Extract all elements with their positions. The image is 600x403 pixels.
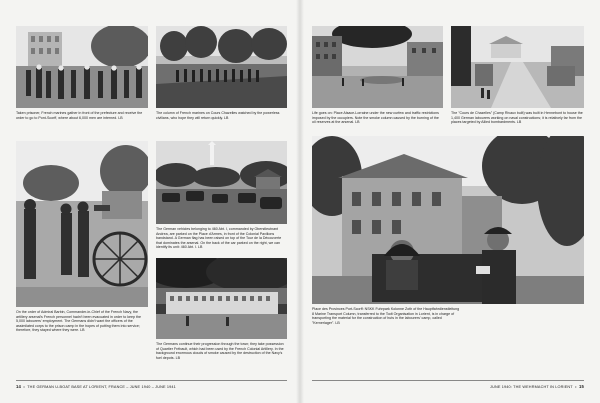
photo-quartier-frebault [156,258,287,339]
caption-artillery-arsenal: On the order of Admiral Barbin, Commander-in-Chief of the French Navy, the artillery arsenal's French personnel hadn't been evacuated in order to keep the 5,000 labourers' employment. The Germans didn't want the officers of the assimilated corps to the prison camp in the hopes of putting them into service; therefore, they stayed where they were. LB [16,310,142,333]
left-page-number: 14 [16,384,21,389]
left-folio: 14 • THE GERMAN U-BOAT BASE AT LORIENT, FRANCE – JUNE 1940 – JUNE 1941 [16,384,176,389]
left-folio-rule [16,380,287,381]
caption-marines-column: The column of French marines on Cours Chazelles watched by the powerless civilians, who hope they will return quickly. LB [156,111,280,120]
right-running-title: JUNE 1940: THE WEHRMACHT IN LORIENT [490,385,573,389]
photo-prisoners-prefecture [16,26,148,108]
caption-cours-de-chazelles: The "Cours de Chazelles" (Camp Rivaux built) was built in Hennebont to house the 1,400 German labourers working on naval constructions; it is relatively far from the places targeted by Allied bombardments. LB [451,111,583,125]
caption-nskk-column: Place des Provinces Port-Scorff: NSKK Fuhrpark Kolonne Zoth of the Hauptfahrdienstleitung 8 Marine Transport Column, transferred to the Todt Organisation in Lorient, is in charge of transporting the material for the construction of huts in the labourers' camp, called "Kernerlager". LB [312,307,460,325]
right-folio: JUNE 1940: THE WEHRMACHT IN LORIENT • 15 [490,384,584,389]
photo-cours-de-chazelles [451,26,584,108]
caption-german-vehicles: The German vehicles belonging to 460 Abt. I, commanded by Oberstleutnant Andrea, are parked on the Place d'Armes, in front of the Colonial Pavilions bandstand. A German flag has been raised on top of the Tour de la Découverte that dominates the arsenal. On the back of the car parked on the right, we can identify its unit: 460 Abt. I. LB [156,227,282,250]
photo-marines-column [156,26,287,108]
gutter [296,0,304,403]
photo-artillery-arsenal [16,141,148,307]
right-folio-rule [312,380,584,381]
photo-place-alsace-lorraine [312,26,443,108]
photo-german-vehicles [156,141,287,224]
caption-place-alsace-lorraine: Life goes on: Place Alsace-Lorraine under the new curfew and traffic restrictions imposed by the occupiers. Note the smoke column caused by the burning of the oil reserves at the arsenal. LB [312,111,439,125]
caption-prisoners-prefecture: Taken prisoner, French marines gather in front of the prefecture and receive the order to go to Pont-Scorff, where about 6,000 men are interned. LB [16,111,143,120]
photo-nskk-column [312,136,584,304]
right-page-number: 15 [579,384,584,389]
left-running-title: THE GERMAN U-BOAT BASE AT LORIENT, FRANCE – JUNE 1940 – JUNE 1941 [27,385,176,389]
caption-quartier-frebault: The Germans continue their progression through the town; they take possession of Quartier Frébault, which had been used by the French Colonial Artillery. In the background enormous clouds of smoke caused by the destruction of the Navy's fuel depots. LB [156,342,284,360]
